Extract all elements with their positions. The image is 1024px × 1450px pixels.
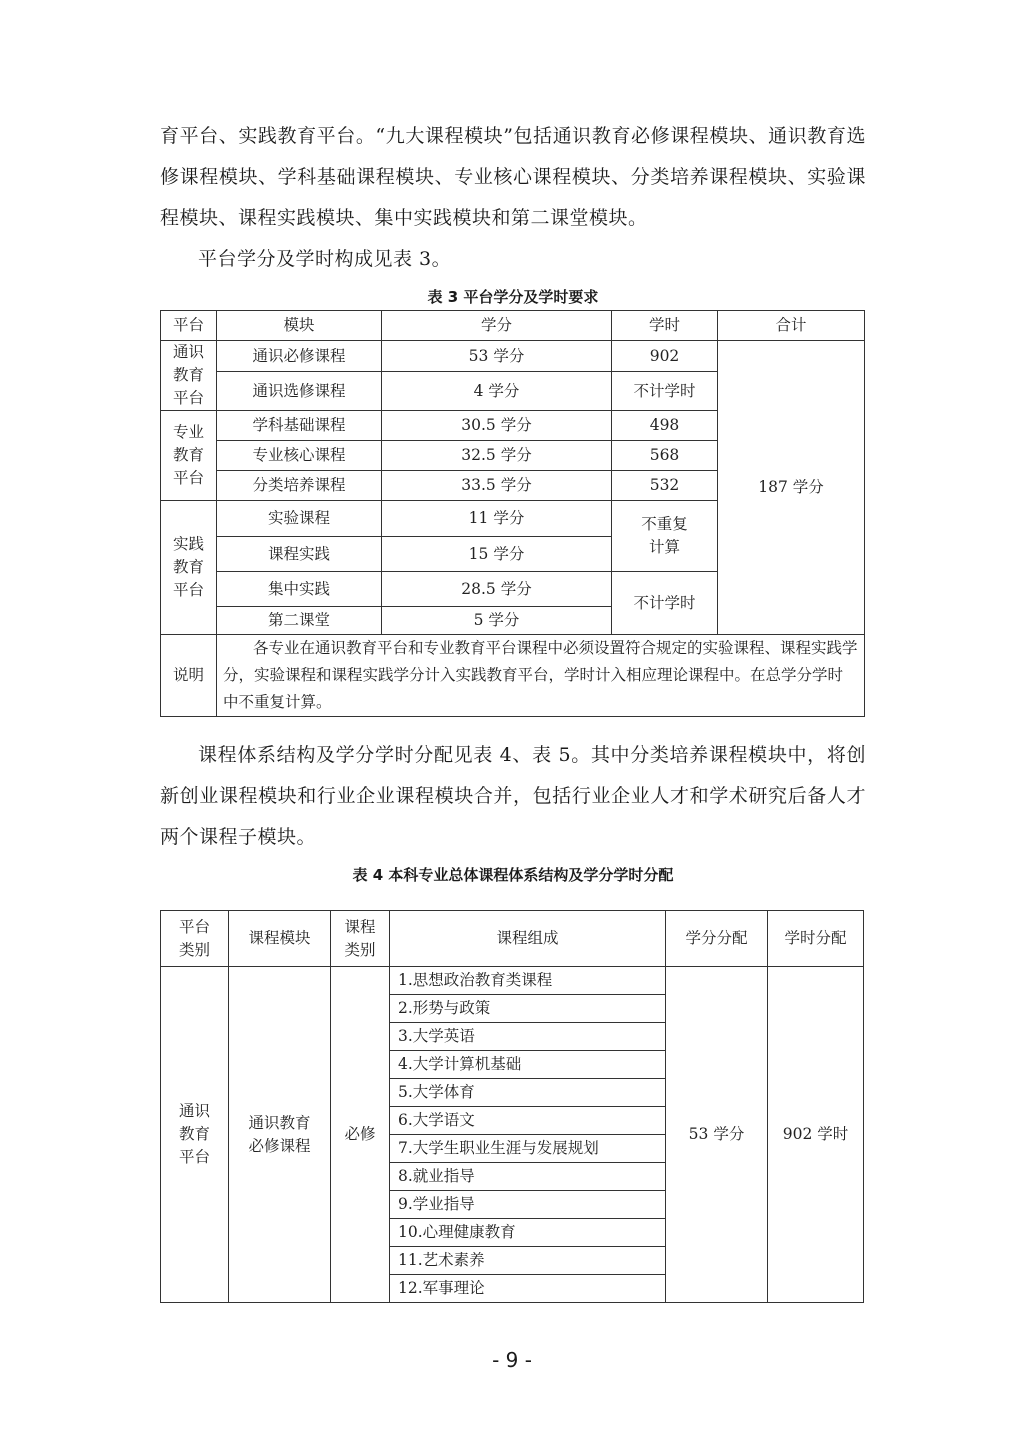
page-number: - 9 - <box>492 1348 532 1372</box>
platform-cell-general: 通识 教育 平台 <box>161 341 217 411</box>
table-row <box>161 341 865 372</box>
hours-cell: 532 <box>612 471 718 501</box>
hours-cell-not-counted: 不计学时 <box>612 572 718 635</box>
credit-cell: 53 学分 <box>382 341 612 372</box>
module-cell: 通识选修课程 <box>217 372 382 411</box>
table3-header-module: 模块 <box>217 311 382 341</box>
hours-cell-no-repeat: 不重复 计算 <box>612 501 718 572</box>
module-cell: 实验课程 <box>217 501 382 537</box>
credit-cell: 33.5 学分 <box>382 471 612 501</box>
table3-header-hours: 学时 <box>612 311 718 341</box>
table-row <box>161 967 864 995</box>
module-cell: 学科基础课程 <box>217 411 382 441</box>
table4-caption: 表 4 本科专业总体课程体系结构及学分学时分配 <box>352 866 674 884</box>
table3-header-row <box>161 311 865 341</box>
table4-header-row <box>161 911 864 967</box>
platform-cell-practice: 实践 教育 平台 <box>161 501 217 635</box>
table4-header-module: 课程模块 <box>229 911 331 967</box>
course-item: 9.学业指导 <box>390 1191 666 1219</box>
table4-module-cell: 通识教育 必修课程 <box>229 967 331 1303</box>
table4-header-courses: 课程组成 <box>390 911 666 967</box>
table4-header-credits: 学分分配 <box>666 911 768 967</box>
credit-cell: 32.5 学分 <box>382 441 612 471</box>
credit-cell: 4 学分 <box>382 372 612 411</box>
paragraph-table4-ref: 课程体系结构及学分学时分配见表 4、表 5。其中分类培养课程模块中，将创新创业课程模块和行业企业课程模块合并，包括行业企业人才和学术研究后备人才两个课程子模块。 <box>160 744 866 848</box>
module-cell: 集中实践 <box>217 572 382 607</box>
table3-caption: 表 3 平台学分及学时要求 <box>427 288 599 306</box>
table4-type-cell: 必修 <box>331 967 390 1303</box>
credit-cell: 28.5 学分 <box>382 572 612 607</box>
course-item: 11.艺术素养 <box>390 1247 666 1275</box>
credit-cell: 5 学分 <box>382 607 612 635</box>
hours-cell: 498 <box>612 411 718 441</box>
course-item: 10.心理健康教育 <box>390 1219 666 1247</box>
credit-cell: 30.5 学分 <box>382 411 612 441</box>
table4-platform-cell: 通识 教育 平台 <box>161 967 229 1303</box>
table3-header-platform: 平台 <box>161 311 217 341</box>
course-item: 1.思想政治教育类课程 <box>390 967 666 995</box>
table3-note-row <box>161 635 865 717</box>
paragraph-platforms-modules: 育平台、实践教育平台。“九大课程模块”包括通识教育必修课程模块、通识教育选修课程模块、学科基础课程模块、专业核心课程模块、分类培养课程模块、实验课程模块、课程实践模块、集中实践模块和第二课堂模块。 <box>160 125 866 229</box>
hours-cell: 902 <box>612 341 718 372</box>
hours-cell: 568 <box>612 441 718 471</box>
total-credit-cell: 187 学分 <box>718 341 865 635</box>
credit-cell: 15 学分 <box>382 537 612 572</box>
table4-hours-cell: 902 学时 <box>768 967 864 1303</box>
course-item: 4.大学计算机基础 <box>390 1051 666 1079</box>
paragraph-table3-ref: 平台学分及学时构成见表 3。 <box>198 248 452 270</box>
note-label: 说明 <box>161 635 217 717</box>
table4-credits-cell: 53 学分 <box>666 967 768 1303</box>
credit-cell: 11 学分 <box>382 501 612 537</box>
note-text: 各专业在通识教育平台和专业教育平台课程中必须设置符合规定的实验课程、课程实践学分，实验课程和课程实践学分计入实践教育平台，学时计入相应理论课程中。在总学分学时中不重复计算。 <box>217 635 865 717</box>
course-item: 3.大学英语 <box>390 1023 666 1051</box>
table4 <box>160 910 864 1303</box>
table3-header-total: 合计 <box>718 311 865 341</box>
course-item: 12.军事理论 <box>390 1275 666 1303</box>
module-cell: 第二课堂 <box>217 607 382 635</box>
module-cell: 专业核心课程 <box>217 441 382 471</box>
module-cell: 课程实践 <box>217 537 382 572</box>
table3 <box>160 310 865 717</box>
platform-cell-professional: 专业 教育 平台 <box>161 411 217 501</box>
course-item: 6.大学语文 <box>390 1107 666 1135</box>
course-item: 5.大学体育 <box>390 1079 666 1107</box>
table3-header-credit: 学分 <box>382 311 612 341</box>
hours-cell: 不计学时 <box>612 372 718 411</box>
table4-header-hours: 学时分配 <box>768 911 864 967</box>
course-item: 7.大学生职业生涯与发展规划 <box>390 1135 666 1163</box>
course-item: 2.形势与政策 <box>390 995 666 1023</box>
module-cell: 通识必修课程 <box>217 341 382 372</box>
course-item: 8.就业指导 <box>390 1163 666 1191</box>
module-cell: 分类培养课程 <box>217 471 382 501</box>
table4-header-type: 课程 类别 <box>331 911 390 967</box>
table4-header-platform: 平台 类别 <box>161 911 229 967</box>
